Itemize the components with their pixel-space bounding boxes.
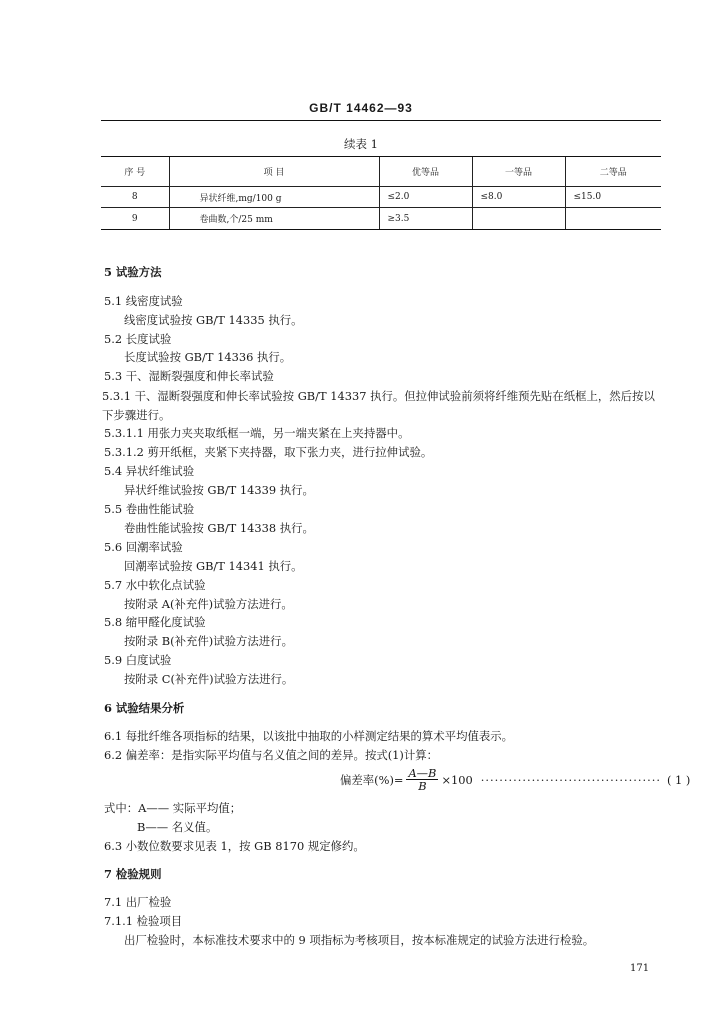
- clause-body: 6.2 偏差率：是指实际平均值与名义值之间的差异。按式(1)计算：: [104, 748, 439, 762]
- where-clause: B—— 名义值。: [137, 820, 218, 834]
- cell-second: [565, 208, 661, 230]
- formula-numerator: A—B: [408, 766, 437, 780]
- clause-heading: 5.9 白度试验: [104, 653, 172, 667]
- cell-superior: ≤2.0: [379, 187, 472, 208]
- cell-item: 异状纤维,mg/100 g: [169, 187, 379, 208]
- clause-body: 卷曲性能试验按 GB/T 14338 执行。: [124, 521, 314, 535]
- cell-first: [472, 208, 565, 230]
- clause-heading: 5.2 长度试验: [104, 332, 172, 346]
- clause-heading: 5.3 干、湿断裂强度和伸长率试验: [104, 369, 274, 383]
- standard-code: GB/T 14462—93: [309, 101, 413, 115]
- spec-table: [101, 156, 661, 230]
- clause-heading: 5.1 线密度试验: [104, 294, 183, 308]
- clause-body: 6.3 小数位数要求见表 1，按 GB 8170 规定修约。: [104, 839, 365, 853]
- col-header-item: 项 目: [169, 157, 379, 187]
- formula-number: ( 1 ): [666, 772, 691, 787]
- cell-item: 卷曲数,个/25 mm: [169, 208, 379, 230]
- clause-body: 长度试验按 GB/T 14336 执行。: [124, 350, 292, 364]
- clause-body: 回潮率试验按 GB/T 14341 执行。: [124, 559, 303, 573]
- cell-first: ≤8.0: [472, 187, 565, 208]
- clause-heading: 7.1.1 检验项目: [104, 914, 183, 928]
- col-header-superior: 优等品: [379, 157, 472, 187]
- clause-body: 线密度试验按 GB/T 14335 执行。: [124, 313, 303, 327]
- clause-body: 5.3.1 干、湿断裂强度和伸长率试验按 GB/T 14337 执行。但拉伸试验前须将纤维预先贴在纸框上，然后按以下步骤进行。: [102, 389, 655, 422]
- col-header-second: 二等品: [565, 157, 661, 187]
- clause-heading: 7.1 出厂检验: [104, 895, 172, 909]
- formula-denominator: B: [418, 779, 427, 793]
- clause-heading: 5.7 水中软化点试验: [104, 578, 206, 592]
- clause-heading: 5.6 回潮率试验: [104, 540, 183, 554]
- page-number: 171: [630, 963, 650, 974]
- clause-body: 6.1 每批纤维各项指标的结果，以该批中抽取的小样测定结果的算术平均值表示。: [104, 729, 514, 743]
- clause-body: 按附录 A(补充件)试验方法进行。: [124, 597, 293, 611]
- section-heading: 5 试验方法: [104, 265, 162, 279]
- deviation-formula: [340, 767, 690, 792]
- cell-no: 8: [101, 187, 169, 208]
- section-heading: 6 试验结果分析: [104, 701, 185, 715]
- clause-body: 5.3.1.2 剪开纸框，夹紧下夹持器，取下张力夹，进行拉伸试验。: [104, 445, 433, 459]
- clause-body: 5.3.1.1 用张力夹夹取纸框一端，另一端夹紧在上夹持器中。: [104, 426, 410, 440]
- cell-second: ≤15.0: [565, 187, 661, 208]
- table-row: [101, 208, 661, 230]
- col-header-first: 一等品: [472, 157, 565, 187]
- clause-heading: 5.8 缩甲醛化度试验: [104, 615, 206, 629]
- clause-heading: 5.5 卷曲性能试验: [104, 502, 195, 516]
- table-row: [101, 187, 661, 208]
- where-clause: 式中：A—— 实际平均值；: [104, 801, 242, 815]
- cell-superior: ≥3.5: [379, 208, 472, 230]
- cell-no: 9: [101, 208, 169, 230]
- formula-fraction: [406, 767, 438, 792]
- section-heading: 7 检验规则: [104, 867, 162, 881]
- formula-rhs: ×100: [441, 772, 473, 787]
- clause-heading: 5.4 异状纤维试验: [104, 464, 195, 478]
- formula-leader: ·······································: [480, 772, 661, 787]
- clause-body: 出厂检验时，本标准技术要求中的 9 项指标为考核项目，按本标准规定的试验方法进行检验。: [124, 933, 595, 947]
- clause-body: 按附录 C(补充件)试验方法进行。: [124, 672, 294, 686]
- table-header-row: [101, 157, 661, 187]
- table-caption: 续表 1: [344, 137, 378, 151]
- clause-body: 异状纤维试验按 GB/T 14339 执行。: [124, 483, 314, 497]
- col-header-no: 序 号: [101, 157, 169, 187]
- clause-body: 按附录 B(补充件)试验方法进行。: [124, 634, 293, 648]
- formula-lhs: 偏差率(%)=: [340, 772, 404, 787]
- header-rule: [101, 120, 661, 121]
